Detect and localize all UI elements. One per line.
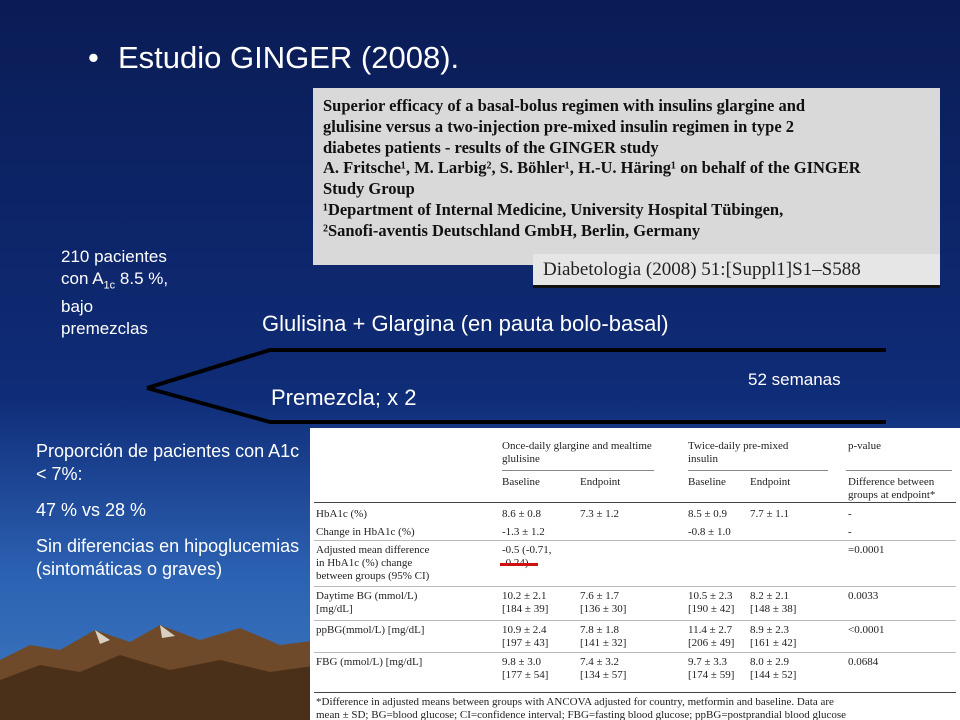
- table-cell-label: Change in HbA1c (%): [316, 526, 415, 538]
- table-cell-label: ppBG(mmol/L) [mg/dL]: [316, 624, 425, 636]
- group2-header: Twice-daily pre-mixed insulin: [688, 440, 789, 465]
- table-cell-g1b: 10.2 ± 2.1: [502, 590, 547, 602]
- table-cell-label: between groups (95% CI): [316, 570, 430, 582]
- table-cell-g2b: 10.5 ± 2.3: [688, 590, 733, 602]
- table-cell-pvalue: -: [848, 526, 852, 538]
- table-cell-g1b: [184 ± 39]: [502, 603, 549, 615]
- table-cell-g1e: 7.8 ± 1.8: [580, 624, 620, 636]
- table-cell-pvalue: <0.0001: [848, 624, 885, 636]
- results-table: [310, 428, 960, 720]
- table-cell-g2b: 8.5 ± 0.9: [688, 508, 728, 520]
- table-cell-pvalue: =0.0001: [848, 544, 885, 556]
- table-cell-g1b: [197 ± 43]: [502, 637, 549, 649]
- table-cell-label: [mg/dL]: [316, 603, 353, 615]
- table-footnote: [316, 696, 956, 720]
- table-cell-g2e: [144 ± 52]: [750, 669, 797, 681]
- patients-line: premezclas: [61, 319, 148, 339]
- table-cell-g1e: [136 ± 30]: [580, 603, 627, 615]
- table-cell-g1e: 7.3 ± 1.2: [580, 508, 620, 520]
- pvalue-header: p-value: [848, 440, 881, 452]
- mountains-decoration: [0, 600, 320, 720]
- table-cell-g2b: 11.4 ± 2.7: [688, 624, 733, 636]
- patients-line: con $A_{1c}$ 8.5 %,: [61, 269, 169, 292]
- table-cell-g2b: [174 ± 59]: [688, 669, 735, 681]
- table-cell-pvalue: 0.0033: [848, 590, 879, 602]
- highlight-underline: [500, 563, 538, 566]
- table-cell-g2e: 8.2 ± 2.1: [750, 590, 790, 602]
- arm1-label: Glulisina + Glargina (en pauta bolo-basal): [262, 311, 669, 336]
- article-line: ¹Department of Internal Medicine, University Hospital Tübingen,: [323, 199, 784, 219]
- table-cell-g1b: [177 ± 54]: [502, 669, 549, 681]
- table-row-divider: [314, 586, 956, 587]
- article-line: Superior efficacy of a basal-bolus regimen with insulins glargine and: [323, 96, 806, 115]
- table-row-divider: [314, 620, 956, 621]
- baseline-header: Baseline: [502, 476, 540, 488]
- endpoint-header: Endpoint: [580, 476, 621, 488]
- duration-label: 52 semanas: [748, 370, 841, 389]
- table-cell-g1b: 9.8 ± 3.0: [502, 656, 542, 668]
- table-cell-pvalue: 0.0684: [848, 656, 879, 668]
- baseline-header: Baseline: [688, 476, 726, 488]
- group1-header: Once-daily glargine and mealtime glulisine: [502, 440, 652, 465]
- table-cell-pvalue: -: [848, 508, 852, 520]
- table-cell-g1e: 7.4 ± 3.2: [580, 656, 620, 668]
- results-summary: [36, 440, 306, 594]
- table-cell-g1e: [134 ± 57]: [580, 669, 627, 681]
- table-cell-label: Adjusted mean difference: [316, 544, 430, 556]
- table-cell-g2e: 8.9 ± 2.3: [750, 624, 790, 636]
- article-line: ²Sanofi-aventis Deutschland GmbH, Berlin, Germany: [323, 220, 701, 240]
- table-cell-g2e: [148 ± 38]: [750, 603, 797, 615]
- endpoint-header: Endpoint: [750, 476, 791, 488]
- table-cell-g1b: -1.3 ± 1.2: [502, 526, 545, 538]
- table-cell-label: Daytime BG (mmol/L): [316, 590, 418, 602]
- pvalue-subheader: Difference between groups at endpoint*: [848, 476, 936, 501]
- table-cell-g2b: 9.7 ± 3.3: [688, 656, 728, 668]
- table-cell-label: in HbA1c (%) change: [316, 557, 413, 569]
- results-values: 47 % vs 28 %: [36, 500, 147, 520]
- table-cell-g1b: 10.9 ± 2.4: [502, 624, 547, 636]
- table-cell-g1e: [141 ± 32]: [580, 637, 627, 649]
- article-line: diabetes patients - results of the GINGER study: [323, 137, 659, 157]
- table-cell-g1e: 7.6 ± 1.7: [580, 590, 620, 602]
- table-row-divider: [314, 540, 956, 541]
- table-cell-g2b: -0.8 ± 1.0: [688, 526, 731, 538]
- journal-citation: Diabetologia (2008) 51:[Suppl1]S1–S588: [533, 254, 940, 288]
- article-line: Study Group: [323, 179, 415, 199]
- results-hypoglycemia: Sin diferencias en hipoglucemias (sintomáticas o graves): [36, 536, 300, 579]
- bullet-icon: •: [88, 40, 99, 75]
- table-cell-label: FBG (mmol/L) [mg/dL]: [316, 656, 423, 668]
- table-cell-g2e: 8.0 ± 2.9: [750, 656, 790, 668]
- table-cell-label: HbA1c (%): [316, 508, 368, 520]
- table-cell-g1b: 8.6 ± 0.8: [502, 508, 542, 520]
- arm2-label: Premezcla; x 2: [271, 385, 417, 410]
- article-line: A. Fritsche¹, M. Larbig², S. Böhler¹, H.-U. Häring¹ on behalf of the GINGER: [323, 158, 861, 178]
- article-line: glulisine versus a two-injection pre-mixed insulin regimen in type 2: [323, 116, 795, 136]
- table-cell-g1b: -0.5 (-0.71,: [502, 544, 552, 556]
- footnote-line: *Difference in adjusted means between groups with ANCOVA adjusted for country, metformin and baseline. Data are: [316, 696, 834, 708]
- results-proportion: Proporción de pacientes con A1c < 7%:: [36, 441, 300, 484]
- patients-line: bajo: [61, 297, 94, 317]
- footnote-line: mean ± SD; BG=blood glucose; CI=confidence interval; FBG=fasting blood glucose; ppBG=postprandial blood glucose: [316, 709, 847, 720]
- patients-line: 210 pacientes: [61, 247, 167, 266]
- title-text: Estudio GINGER (2008).: [118, 40, 460, 75]
- table-cell-g2e: 7.7 ± 1.1: [750, 508, 790, 520]
- table-cell-g2b: [190 ± 42]: [688, 603, 735, 615]
- table-cell-g2b: [206 ± 49]: [688, 637, 735, 649]
- table-cell-g2e: [161 ± 42]: [750, 637, 797, 649]
- table-row-divider: [314, 652, 956, 653]
- arm-line-lower: [147, 388, 886, 422]
